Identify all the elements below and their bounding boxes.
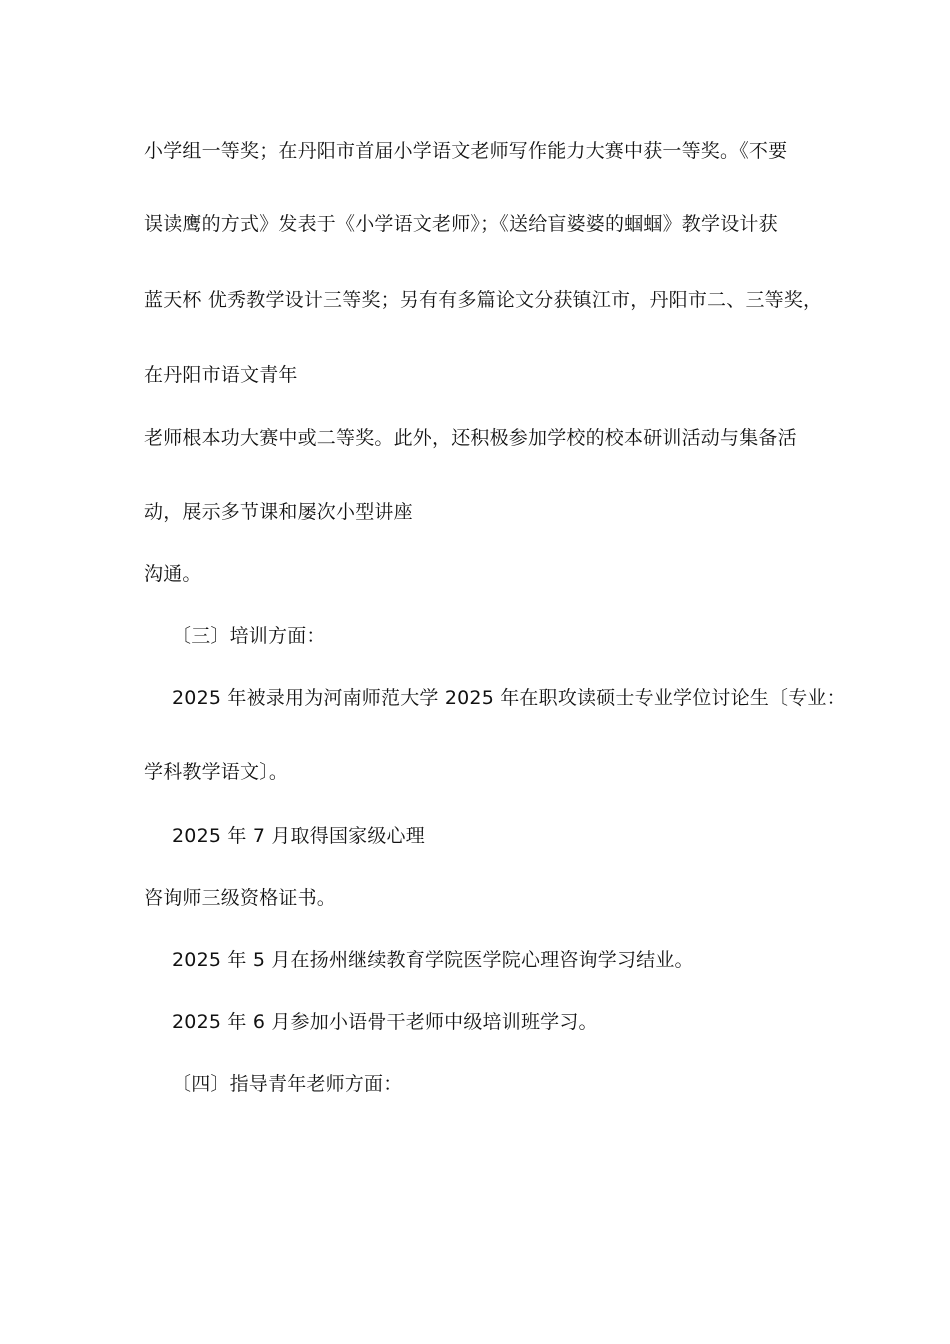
text-line: 2025 年 7 月取得国家级心理 <box>172 825 425 847</box>
text-line: 老师根本功大赛中或二等奖。此外，还积极参加学校的校本研训活动与集备活 <box>144 427 797 449</box>
section-heading: 〔四〕指导青年老师方面： <box>172 1073 403 1095</box>
text-line: 沟通。 <box>144 563 202 585</box>
text-line: 咨询师三级资格证书。 <box>144 887 337 909</box>
text-line: 小学组一等奖；在丹阳市首届小学语文老师写作能力大赛中获一等奖。《不要 <box>144 140 788 162</box>
text-line: 在丹阳市语文青年 <box>144 364 298 386</box>
text-line: 2025 年被录用为河南师范大学 2025 年在职攻读硕士专业学位讨论生〔专业： <box>172 687 846 709</box>
text-line: 动，展示多节课和屡次小型讲座 <box>144 501 413 523</box>
text-line: 2025 年 6 月参加小语骨干老师中级培训班学习。 <box>172 1011 598 1033</box>
text-line: 学科教学语文〕。 <box>144 761 289 783</box>
text-line: 蓝天杯 优秀教学设计三等奖；另有有多篇论文分获镇江市，丹阳市二、三等奖， <box>144 289 823 311</box>
section-heading: 〔三〕培训方面： <box>172 625 326 647</box>
text-line: 2025 年 5 月在扬州继续教育学院医学院心理咨询学习结业。 <box>172 949 694 971</box>
text-line: 误读鹰的方式》发表于《小学语文老师》；《送给盲婆婆的蝈蝈》教学设计获 <box>144 213 778 235</box>
